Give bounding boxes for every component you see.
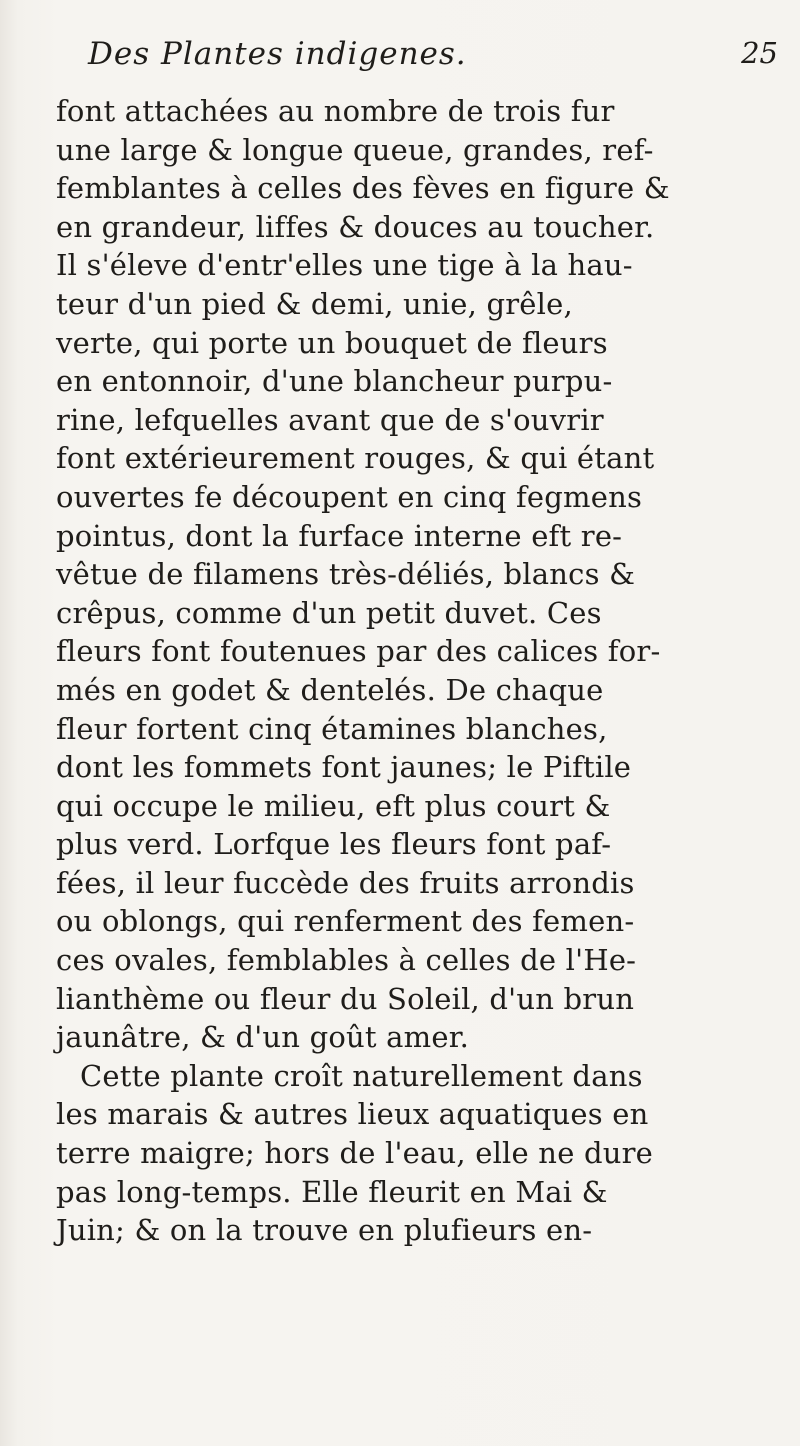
paragraph-start-line: Cette plante croît naturellement dans [80, 1058, 643, 1093]
running-head-title: Des Plantes indigenes. [88, 36, 467, 72]
text-line: font extérieurement rouges, & qui étant [56, 441, 655, 476]
text-line: ces ovales, femblables à celles de l'He- [56, 943, 637, 978]
text-line: dont les fommets font jaunes; le Piftile [56, 750, 632, 785]
text-line: ouvertes fe découpent en cinq fegmens [56, 479, 643, 514]
text-line: vêtue de filamens très-déliés, blancs & [56, 557, 636, 592]
text-line: terre maigre; hors de l'eau, elle ne dure [56, 1136, 654, 1171]
text-line: femblantes à celles des fèves en figure & [56, 171, 670, 206]
text-line: Il s'éleve d'entr'elles une tige à la hau- [56, 248, 633, 283]
text-line: fleur fortent cinq étamines blanches, [56, 711, 608, 746]
text-line: une large & longue queue, grandes, ref- [56, 132, 654, 167]
text-line: font attachées au nombre de trois fur [56, 94, 615, 128]
text-line: plus verd. Lorfque les fleurs font paf- [56, 827, 612, 862]
text-line: jaunâtre, & d'un goût amer. [56, 1020, 469, 1055]
text-line: en grandeur, liffes & douces au toucher. [56, 209, 655, 244]
text-line: més en godet & dentelés. De chaque [56, 672, 604, 707]
text-line: pointus, dont la furface interne eft re- [56, 518, 623, 553]
body-text [56, 92, 796, 1250]
text-line: teur d'un pied & demi, unie, grêle, [56, 286, 573, 321]
text-line: crêpus, comme d'un petit duvet. Ces [56, 595, 602, 630]
text-line: qui occupe le milieu, eft plus court & [56, 788, 611, 823]
text-line: rine, lefquelles avant que de s'ouvrir [56, 402, 604, 437]
text-line: les marais & autres lieux aquatiques en [56, 1097, 649, 1132]
text-line: Juin; & on la trouve en plufieurs en- [56, 1213, 593, 1248]
text-line: pas long-temps. Elle fleurit en Mai & [56, 1174, 608, 1209]
text-line: lianthème ou fleur du Soleil, d'un brun [56, 981, 635, 1016]
text-line: fleurs font foutenues par des calices for- [56, 634, 661, 669]
text-line: en entonnoir, d'une blancheur purpu- [56, 364, 613, 399]
page-number: 25 [741, 36, 778, 70]
text-line: ou oblongs, qui renferment des femen- [56, 904, 635, 939]
text-line: fées, il leur fuccède des fruits arrondis [56, 865, 635, 900]
text-line: verte, qui porte un bouquet de fleurs [56, 325, 608, 360]
running-head [88, 36, 778, 84]
